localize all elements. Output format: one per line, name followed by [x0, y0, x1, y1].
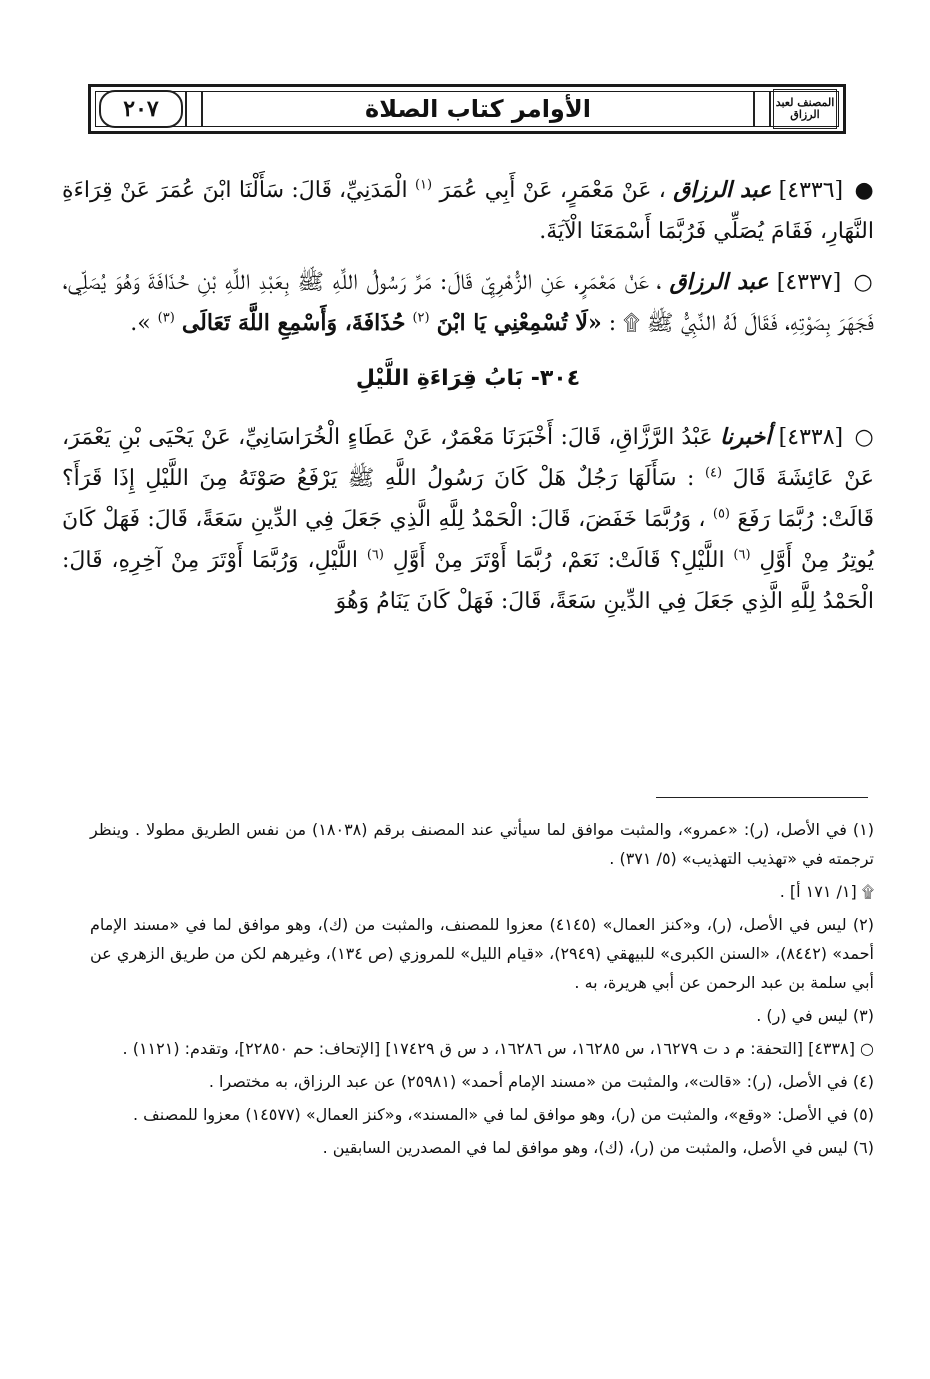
- hadith-text: ».: [130, 311, 151, 336]
- hadith-4336: [62, 170, 874, 252]
- page-header: [88, 84, 846, 134]
- footnote-divider: [656, 797, 868, 798]
- hadith-number: [٤٣٣٧]: [776, 270, 842, 295]
- hadith-text: ، عَنْ مَعْمَرٍ، عَنِ الزُّهْرِيِّ قَالَ: مَرَّ رَسُولُ اللَّهِ ﷺ بِعَبْدِ اللَّهِ بْنِ حُذَافَةَ وَهُوَ يُصَلِّي، فَجَهَرَ بِصَوْتِهِ، فَقَالَ لَهُ النَّبِيُّ ﷺ ۩ :: [62, 270, 874, 336]
- book-logo: المصنف لعبد الرزاق: [773, 89, 837, 129]
- footnote-1: (١) في الأصل، (ر): «عمرو»، والمثبت موافق لما سيأتي عند المصنف برقم (١٨٠٣٨) من نفس الطريق مطولا . وينظر ترجمته في «تهذيب التهذيب» (٥/ ٣٧١) .: [90, 820, 874, 868]
- hadith-number: [٤٣٣٦]: [778, 178, 844, 203]
- source-name: عبد الرزاق: [669, 269, 769, 295]
- prophet-quote: «لَا تُسْمِعْنِي يَا ابْنَ: [436, 310, 602, 336]
- header-ornament-left: [185, 92, 203, 126]
- running-title: الأوامر كتاب الصلاة: [365, 95, 591, 123]
- main-text: [62, 170, 874, 632]
- footnote-ref: (٢): [412, 310, 430, 326]
- source-name: عبد الرزاق: [673, 177, 772, 203]
- circle-marker: ○: [853, 269, 875, 295]
- hadith-text: اللَّيْلِ؟ قَالَتْ: نَعَمْ، رُبَّمَا أَوْتَرَ مِنْ أَوَّلِ: [392, 548, 725, 573]
- section-title: ٣٠٤- بَابُ قِرَاءَةِ اللَّيْلِ: [355, 366, 581, 391]
- footnote-ref: (٤): [704, 465, 723, 481]
- bullet-marker: ●: [854, 177, 874, 203]
- footnote-ref: (٣): [157, 310, 175, 326]
- circle-marker: ○: [854, 424, 874, 450]
- hadith-4338: [62, 417, 874, 622]
- prophet-quote: حُذَافَةَ، وَأَسْمِعِ اللَّهَ تَعَالَى: [181, 310, 406, 336]
- footnote-ref: (٥): [712, 506, 730, 522]
- footnote-2: (٢) ليس في الأصل، (ر)، و«كنز العمال» (٤١٤٥) معزوا للمصنف، والمثبت من (ك)، وهو موافق لما في «مسند الإمام أحمد» (٨٤٤٢)، «السنن الكبرى» للبيهقي (٢٩٤٩)، «قيام الليل» للمروزي (ص ١٣٤)، وغيرهم لكن من طريق الزهري عن أبي سلمة بن عبد الرحمن عن أبي هريرة، به .: [90, 915, 875, 992]
- header-ornament-right: [753, 92, 771, 126]
- footnote-page-ref: ۩ [١/ ١٧١ أ] .: [779, 882, 874, 901]
- footnote-ref: (٦): [733, 547, 751, 563]
- hadith-text: الْمَدَنِيِّ، قَالَ: سَأَلْنَا ابْنَ عُمَرَ عَنْ قِرَاءَةِ النَّهَارِ، فَقَامَ يُصَلِّي فَرُبَّمَا أَسْمَعَنَا الْآيَةَ.: [62, 178, 874, 244]
- hadith-text: ، عَنْ مَعْمَرٍ، عَنْ أَبِي عُمَرَ: [439, 178, 666, 203]
- hadith-text: عَبْدُ الرَّزَّاقِ، قَالَ: أَخْبَرَنَا مَعْمَرٌ، عَنْ عَطَاءٍ الْخُرَاسَانِيِّ، عَنْ يَحْيَى بْنِ يَعْمَرَ، عَنْ عَائِشَةَ قَالَ: [62, 425, 874, 491]
- source-name: أخبرنا: [719, 424, 772, 450]
- footnote-4: (٤) في الأصل، (ر): «قالت»، والمثبت من «مسند الإمام أحمد» (٢٥٩٨١) عن عبد الرزاق، به مختصرا .: [208, 1072, 874, 1091]
- hadith-text: اللَّيْلِ، وَرُبَّمَا أَوْتَرَ مِنْ آخِرِهِ، قَالَ: الْحَمْدُ لِلَّهِ الَّذِي جَعَلَ فِي الدِّينِ سَعَةً، قَالَ: فَهَلْ كَانَ يَنَامُ وَهُوَ: [62, 548, 874, 614]
- footnote-5: (٥) في الأصل: «وقع»، والمثبت من (ر)، وهو موافق لما في «المسند»، و«كنز العمال» (١٤٥٧٧) معزوا للمصنف .: [133, 1105, 874, 1124]
- hadith-4337: [62, 262, 874, 344]
- hadith-number: [٤٣٣٨]: [778, 425, 844, 450]
- footnote-takhrij: ○ [٤٣٣٨] [التحفة: م د ت ١٦٢٧٩، س ١٦٢٨٥، س ١٦٢٨٦، د س ق ١٧٤٢٩] [الإتحاف: حم ٢٢٨٥٠]، وتقدم: (١١٢١) .: [122, 1039, 874, 1058]
- footnote-ref: (١): [414, 177, 433, 193]
- hadith-text: ، وَرُبَّمَا خَفَضَ، قَالَ: الْحَمْدُ لِلَّهِ الَّذِي جَعَلَ فِي الدِّينِ سَعَةً، قَالَ: فَهَلْ كَانَ يُوتِرُ مِنْ أَوَّلِ: [62, 507, 875, 573]
- footnote-3: (٣) ليس في (ر) .: [756, 1006, 874, 1025]
- footnotes: [90, 815, 874, 1166]
- page-number: ٢٠٧: [99, 90, 183, 128]
- hadith-text: : سَأَلَهَا رَجُلٌ هَلْ كَانَ رَسُولُ اللَّهِ ﷺ يَرْفَعُ صَوْتَهُ مِنَ اللَّيْلِ إِذَا قَرَأَ؟ قَالَتْ: رُبَّمَا رَفَعَ: [62, 466, 874, 532]
- footnote-ref: (٦): [366, 547, 384, 563]
- footnote-6: (٦) ليس في الأصل، والمثبت من (ر)، (ك)، وهو موافق لما في المصدرين السابقين .: [322, 1138, 874, 1157]
